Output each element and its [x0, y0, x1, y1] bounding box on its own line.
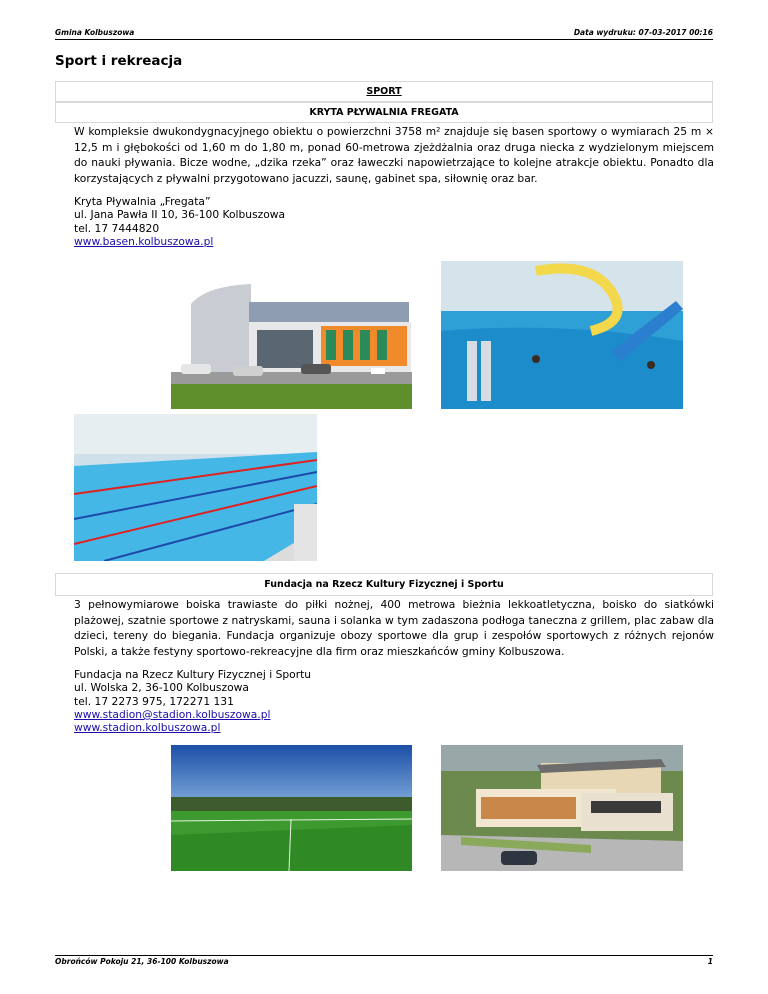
pool-description: W kompleksie dwukondygnacyjnego obiektu o powierzchni 3758 m² znajduje się basen sportowy o wymiarach 25 m × 12,5 m i głębokości od 1,60 m do 1,80 m, ponad 60-metrowa zjeżdżalnia oraz druga niecka z wydzielonym miejscem do nauki pływania. Bicze wodne, „dzika rzeka” oraz ławeczki napowietrzające to kolejne atrakcje obiektu. Ponadto dla korzystających z pływalni przygotowano jacuzzi, saunę, gabinet spa, siłownię oraz bar.	[74, 125, 714, 185]
pool-title: KRYTA PŁYWALNIA FREGATA	[309, 107, 459, 118]
pool-slide-photo	[441, 261, 683, 409]
foundation-title: Fundacja na Rzecz Kultury Fizycznej i Sportu	[264, 579, 504, 590]
section-heading: SPORT	[366, 86, 402, 97]
page-title: Sport i rekreacja	[55, 53, 183, 69]
page-footer	[55, 955, 713, 967]
foundation-email-link[interactable]: www.stadion@stadion.kolbuszowa.pl	[74, 707, 271, 721]
section-heading-box	[55, 81, 713, 102]
pool-contact	[74, 195, 285, 248]
pool-building-photo	[171, 264, 412, 409]
sports-facility-photo	[441, 745, 683, 871]
foundation-contact-phone: tel. 17 2273 975, 172271 131	[74, 694, 234, 708]
foundation-contact	[74, 668, 311, 734]
foundation-description: 3 pełnowymiarowe boiska trawiaste do piłki nożnej, 400 metrowa bieżnia lekkoatletyczna, boisko do siatkówki plażowej, szatnie sportowe z natryskami, sauna i solanka w tym zadaszona podłoga taneczna z grillem, plac zabaw dla dzieci, tereny do biegania. Fundacja organizuje obozy sportowe dla grup i zespołów sportowych z różnych rejonów Polski, a także festyny sportowo-rekreacyjne dla firm oraz mieszkańców gminy Kolbuszowa.	[74, 598, 714, 658]
header-print-date: Data wydruku: 07-03-2017 00:16	[573, 28, 713, 37]
page-header	[55, 27, 713, 40]
pool-contact-name: Kryta Pływalnia „Fregata”	[74, 195, 211, 208]
footer-page-number: 1	[707, 957, 713, 966]
foundation-contact-address: ul. Wolska 2, 36-100 Kolbuszowa	[74, 681, 249, 695]
lap-pool-photo	[74, 414, 317, 561]
football-field-photo	[171, 745, 412, 871]
foundation-title-box	[55, 573, 713, 596]
pool-contact-phone: tel. 17 7444820	[74, 221, 160, 235]
foundation-website-link[interactable]: www.stadion.kolbuszowa.pl	[74, 721, 221, 735]
footer-address: Obrońców Pokoju 21, 36-100 Kolbuszowa	[55, 957, 229, 966]
header-municipality: Gmina Kolbuszowa	[55, 28, 135, 37]
pool-title-box	[55, 102, 713, 123]
foundation-contact-name: Fundacja na Rzecz Kultury Fizycznej i Sportu	[74, 668, 312, 681]
pool-contact-address: ul. Jana Pawła II 10, 36-100 Kolbuszowa	[74, 208, 286, 222]
pool-website-link[interactable]: www.basen.kolbuszowa.pl	[74, 234, 214, 248]
